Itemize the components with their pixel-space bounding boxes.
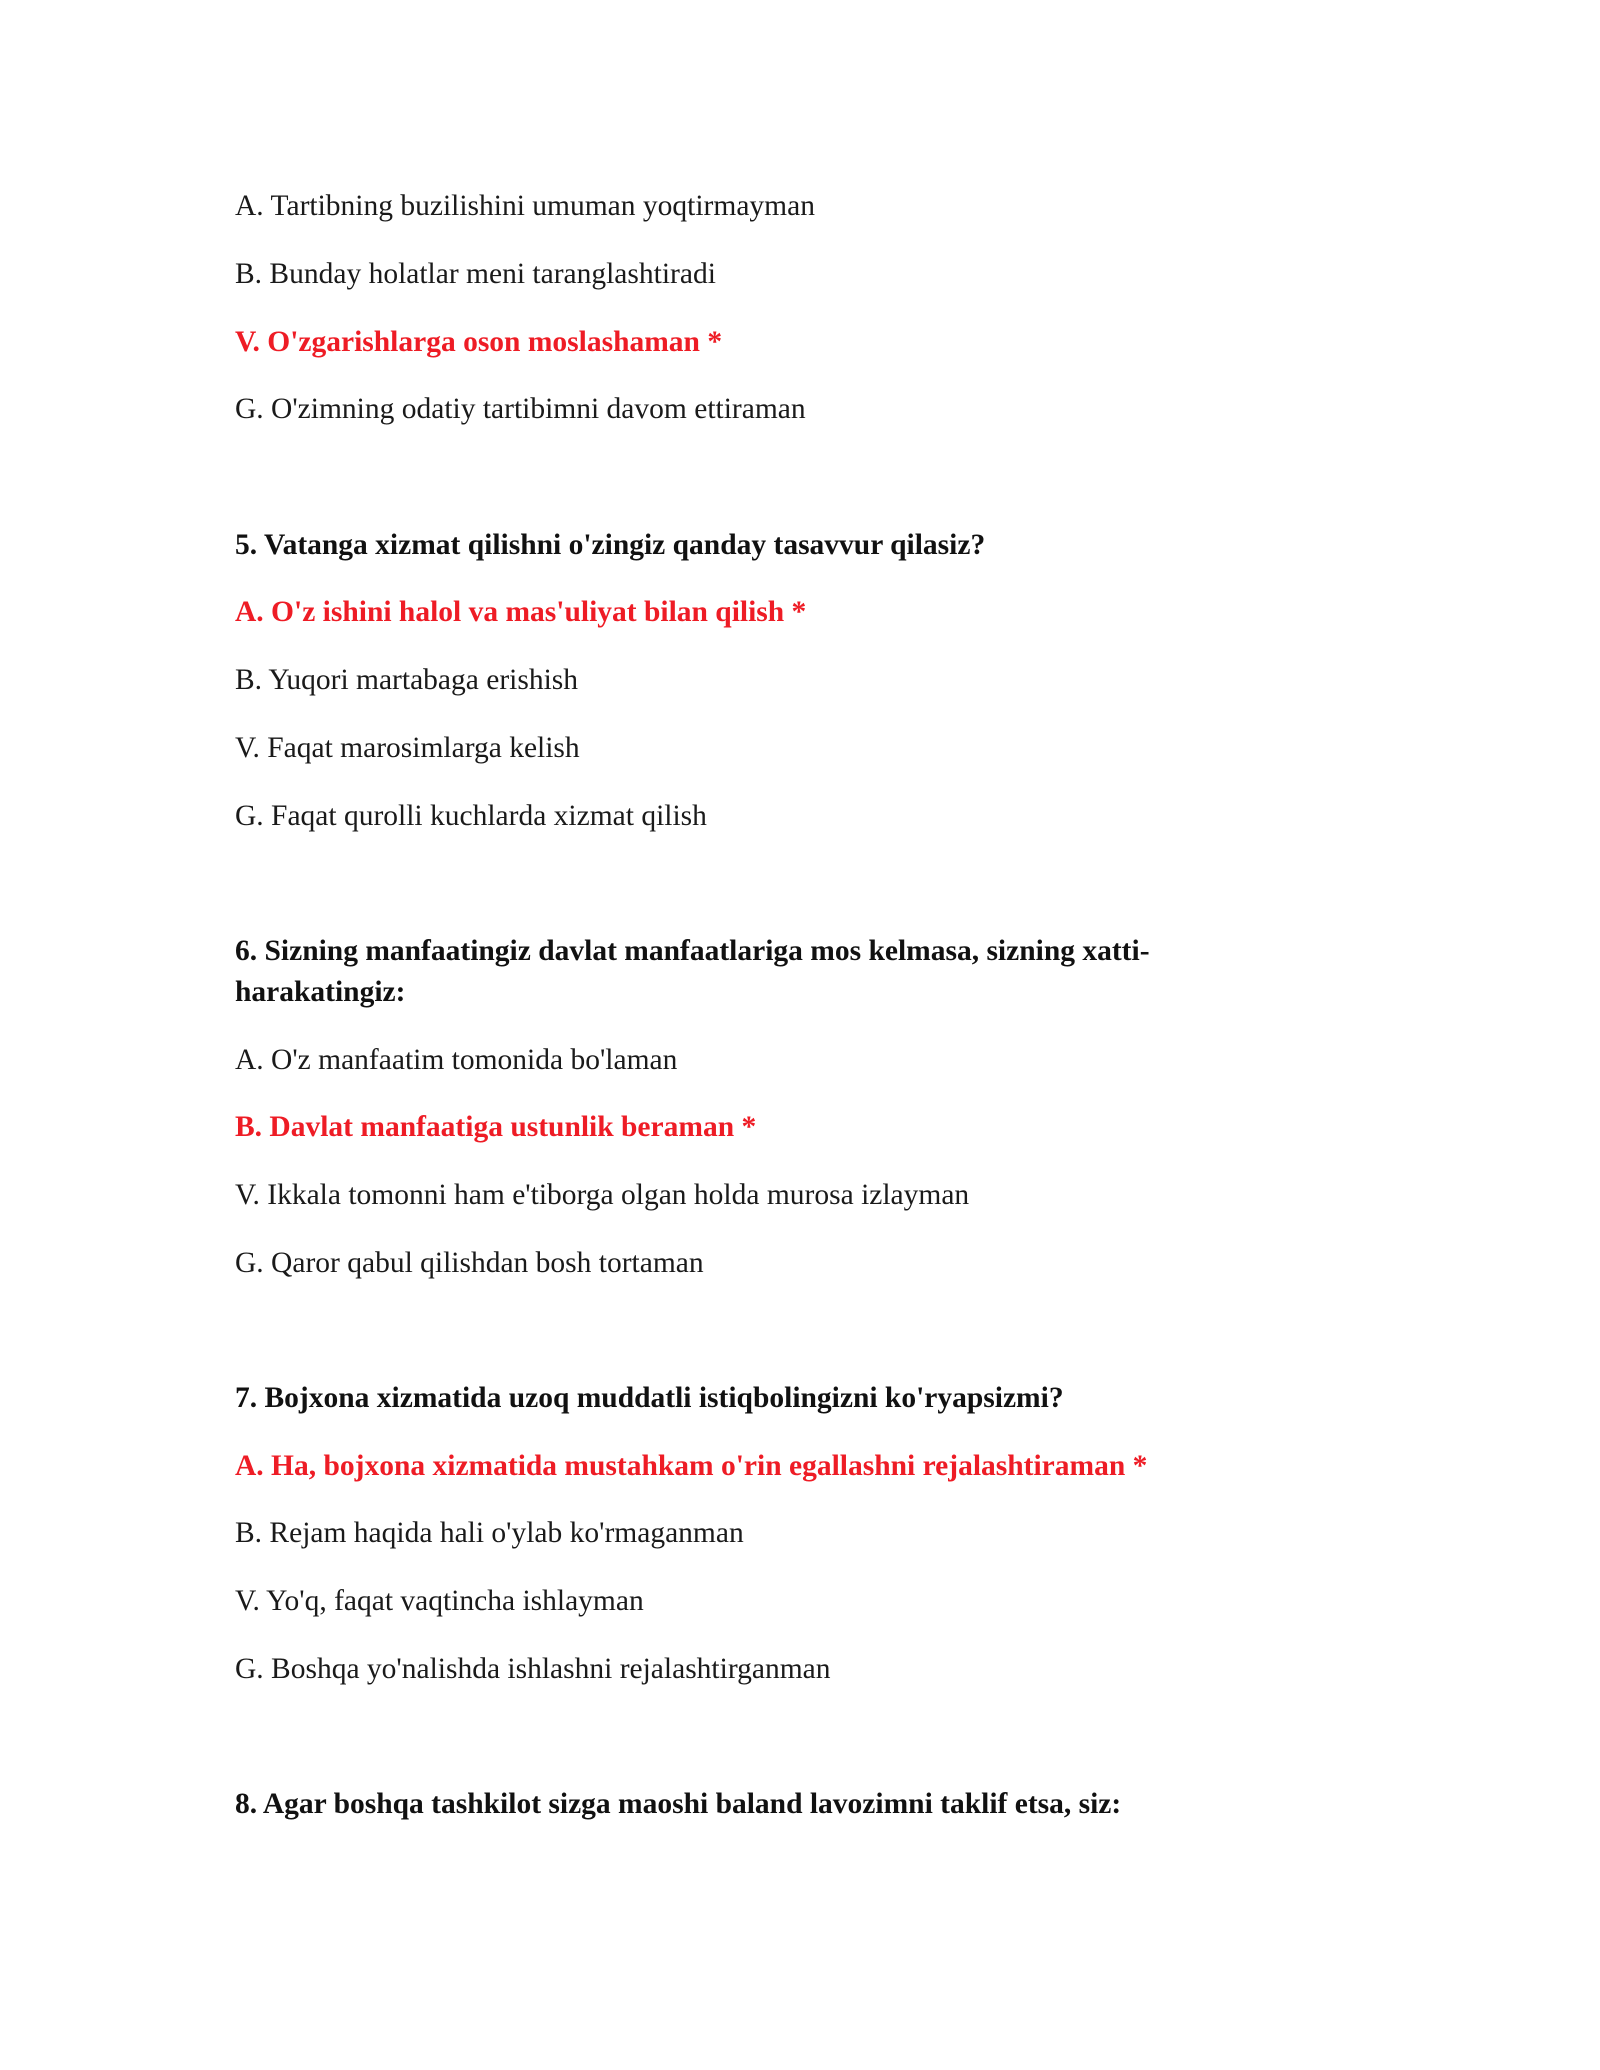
q5-option-v: V. Faqat marosimlarga kelish (235, 732, 580, 764)
q6-option-a: A. O'z manfaatim tomonida bo'laman (235, 1044, 678, 1076)
q6-option-v: V. Ikkala tomonni ham e'tiborga olgan holda murosa izlayman (235, 1179, 970, 1211)
q7-option-a-correct: A. Ha, bojxona xizmatida mustahkam o'rin egallashni rejalashtiraman * (235, 1450, 1148, 1482)
q7-option-b: B. Rejam haqida hali o'ylab ko'rmaganman (235, 1517, 744, 1549)
q6-question-line2: harakatingiz: (235, 976, 406, 1008)
q6-question-line1: 6. Sizning manfaatingiz davlat manfaatlariga mos kelmasa, sizning xatti- (235, 935, 1150, 967)
q5-question: 5. Vatanga xizmat qilishni o'zingiz qanday tasavvur qilasiz? (235, 529, 986, 561)
q6-option-b-correct: B. Davlat manfaatiga ustunlik beraman * (235, 1111, 757, 1143)
q5-option-b: B. Yuqori martabaga erishish (235, 664, 578, 696)
q4-option-a: A. Tartibning buzilishini umuman yoqtirmayman (235, 190, 815, 222)
q7-option-g: G. Boshqa yo'nalishda ishlashni rejalashtirganman (235, 1653, 831, 1685)
q4-option-b: B. Bunday holatlar meni taranglashtiradi (235, 258, 716, 290)
q7-option-v: V. Yo'q, faqat vaqtincha ishlayman (235, 1585, 644, 1617)
q5-option-g: G. Faqat qurolli kuchlarda xizmat qilish (235, 800, 707, 832)
q6-option-g: G. Qaror qabul qilishdan bosh tortaman (235, 1247, 704, 1279)
q8-question: 8. Agar boshqa tashkilot sizga maoshi baland lavozimni taklif etsa, siz: (235, 1788, 1122, 1820)
q5-option-a-correct: A. O'z ishini halol va mas'uliyat bilan qilish * (235, 596, 807, 628)
q7-question: 7. Bojxona xizmatida uzoq muddatli istiqbolingizni ko'ryapsizmi? (235, 1382, 1064, 1414)
q4-option-g: G. O'zimning odatiy tartibimni davom ettiraman (235, 393, 806, 425)
q4-option-v-correct: V. O'zgarishlarga oson moslashaman * (235, 326, 723, 358)
